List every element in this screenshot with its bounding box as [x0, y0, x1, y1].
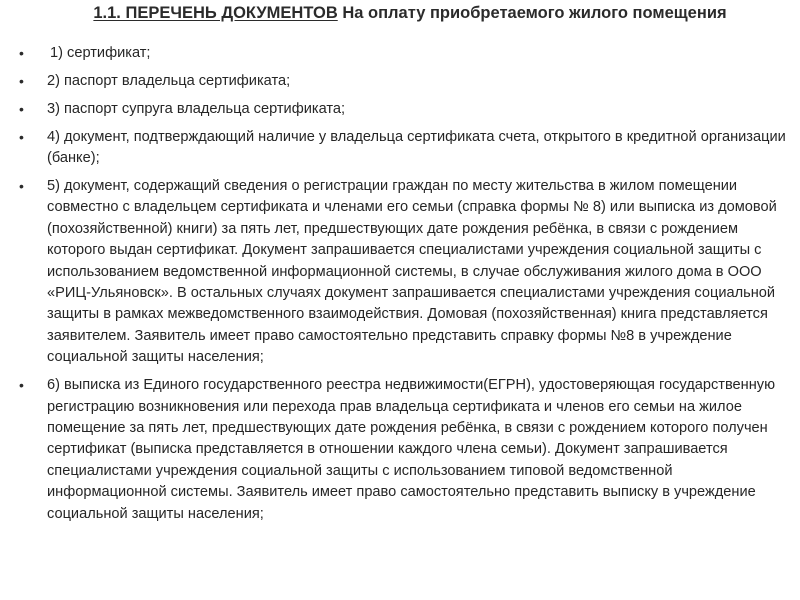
bullet-icon: • [19, 45, 24, 61]
list-item-registration-info [16, 176, 786, 369]
list-item-text: 2) паспорт владельца сертификата; [47, 72, 291, 89]
list-item-certificate [16, 43, 786, 64]
list-item-text: 6) выписка из Единого государственного реестра недвижимости(ЕГРН), удостоверяющая государственную регистрацию возникновения или перехода прав владельца сертификата и членов его семьи на жилое помещение за пять лет, предшествующих дате рождения ребёнка, в связи с рождением которого получен сертификат (выписка представляется в отношении каждого члена семьи). Документ запрашивается специалистами учреждения социальной защиты с использованием типовой ведомственной информационной системы. Заявитель имеет право самостоятельно представить выписку в учреждение социальной защиты населения; [47, 377, 776, 522]
list-item-text: 1) сертификат; [50, 45, 151, 61]
bullet-icon: • [19, 72, 24, 89]
page-title [60, 3, 760, 24]
title-rest-part: На оплату приобретаемого жилого помещения [337, 4, 727, 22]
bullet-icon: • [19, 377, 24, 394]
list-item-text: 4) документ, подтверждающий наличие у владельца сертификата счета, открытого в кредитной организации (банке); [47, 128, 786, 167]
bullet-icon: • [19, 178, 24, 195]
list-item-text: 5) документ, содержащий сведения о регистрации граждан по месту жительства в жилом помещении совместно с владельцем сертификата и членами его семьи (справка формы № 8) или выписка из домовой (похозяйственной) книги) за пять лет, предшествующих дате рождения ребёнка, в связи с рождением которого выдан сертификат. Документ запрашивается специалистами учреждения социальной защиты с использованием ведомственной информационной системы, в случае обслуживания жилого дома в ООО «РИЦ-Ульяновск». В остальных случаях документ запрашивается специалистами учреждения социальной защиты в рамках межведомственного взаимодействия. Домовая (похозяйственная) книга представляется заявителем. Заявитель имеет право самостоятельно представить справку формы №8 в учреждение социальной защиты населения; [47, 178, 777, 366]
bullet-icon: • [19, 128, 24, 145]
list-item-bank-account [16, 127, 786, 170]
list-item-egrn-extract [16, 375, 786, 525]
bullet-icon: • [19, 100, 24, 117]
document-list [16, 43, 786, 532]
title-underlined-part: 1.1. ПЕРЕЧЕНЬ ДОКУМЕНТОВ [93, 4, 338, 22]
list-item-spouse-passport [16, 99, 786, 120]
list-item-text: 3) паспорт супруга владельца сертификата; [47, 100, 346, 117]
list-item-owner-passport [16, 71, 786, 92]
